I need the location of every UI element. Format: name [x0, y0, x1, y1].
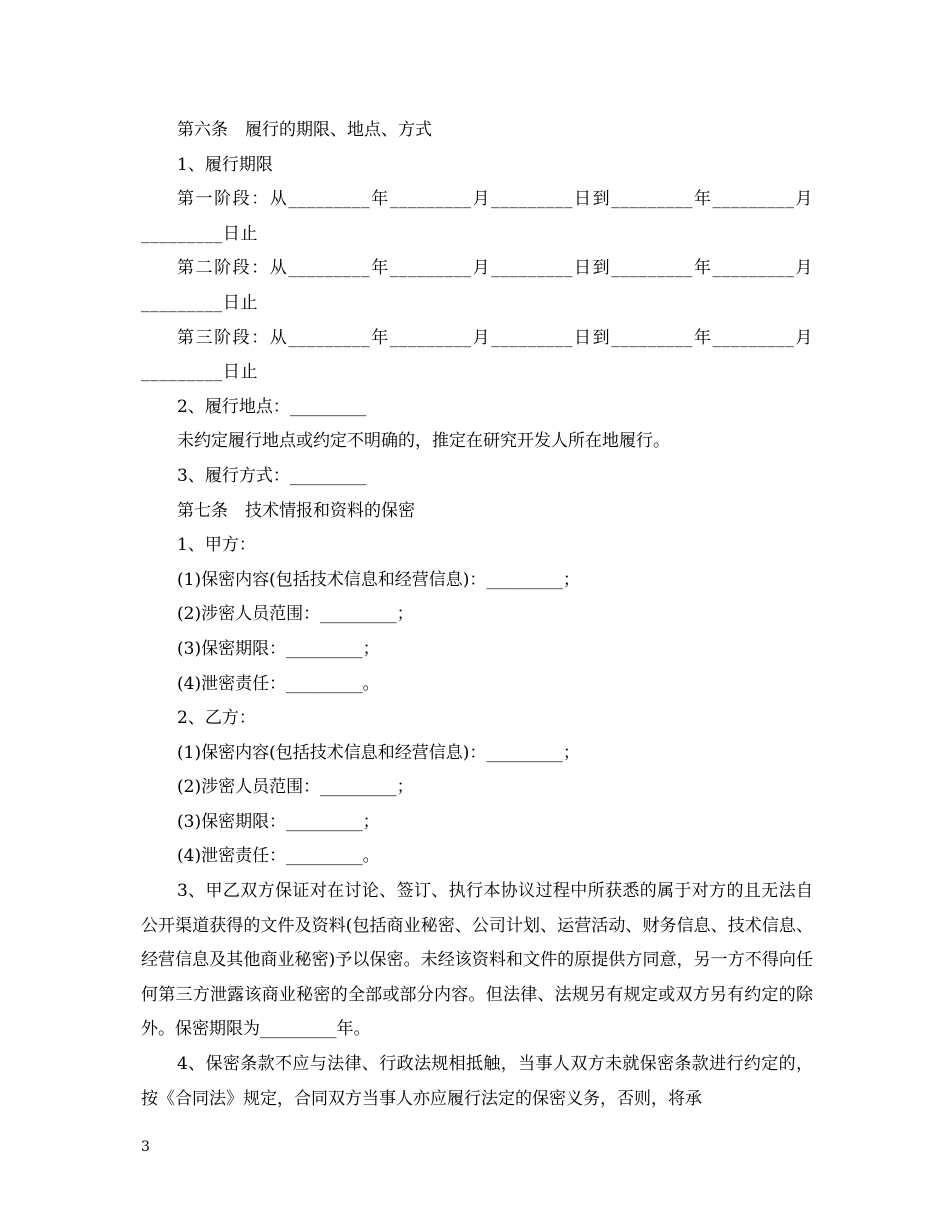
- party-a-leak-liability: (4)泄密责任：_________。: [177, 673, 380, 694]
- article-7-heading: 第七条 技术情报和资料的保密: [177, 500, 415, 521]
- performance-location: 2、履行地点：_________: [177, 396, 367, 417]
- phase-1-period: 第一阶段：从_________年_________月_________日到_________年_________月_________日止: [141, 189, 813, 244]
- mutual-confidentiality-clause: 3、甲乙双方保证对在讨论、签订、执行本协议过程中所获悉的属于对方的且无法自公开渠道获得的文件及资料(包括商业秘密、公司计划、运营活动、财务信息、技术信息、经营信息及其他商业秘密)予以保密。未经该资料和文件的原提供方同意，另一方不得向任何第三方泄露该商业秘密的全部或部分内容。但法律、法规另有规定或双方另有约定的除外。保密期限为_________年。: [141, 881, 813, 1040]
- legal-confidentiality-clause: 4、保密条款不应与法律、行政法规相抵触，当事人双方未就保密条款进行约定的，按《合同法》规定，合同双方当事人亦应履行法定的保密义务，否则，将承: [141, 1054, 813, 1109]
- party-b-confidential-content: (1)保密内容(包括技术信息和经营信息)：_________；: [177, 742, 580, 763]
- party-b-heading: 2、乙方：: [177, 708, 256, 729]
- party-a-confidential-period: (3)保密期限：_________；: [177, 638, 380, 659]
- party-b-confidential-period: (3)保密期限：_________；: [177, 811, 380, 832]
- performance-period-heading: 1、履行期限: [177, 154, 273, 175]
- party-a-confidential-content: (1)保密内容(包括技术信息和经营信息)：_________；: [177, 569, 580, 590]
- party-b-leak-liability: (4)泄密责任：_________。: [177, 846, 380, 867]
- page-number: 3: [141, 1139, 150, 1155]
- performance-method: 3、履行方式：_________: [177, 465, 367, 486]
- party-b-personnel-scope: (2)涉密人员范围：_________；: [177, 777, 414, 798]
- party-a-personnel-scope: (2)涉密人员范围：_________；: [177, 604, 414, 625]
- phase-2-period: 第二阶段：从_________年_________月_________日到_________年_________月_________日止: [141, 258, 813, 313]
- document-body: [141, 113, 813, 1116]
- location-default-clause: 未约定履行地点或约定不明确的，推定在研究开发人所在地履行。: [177, 431, 670, 452]
- article-6-heading: 第六条 履行的期限、地点、方式: [177, 120, 432, 140]
- party-a-heading: 1、甲方：: [177, 535, 256, 556]
- phase-3-period: 第三阶段：从_________年_________月_________日到_________年_________月_________日止: [141, 327, 813, 383]
